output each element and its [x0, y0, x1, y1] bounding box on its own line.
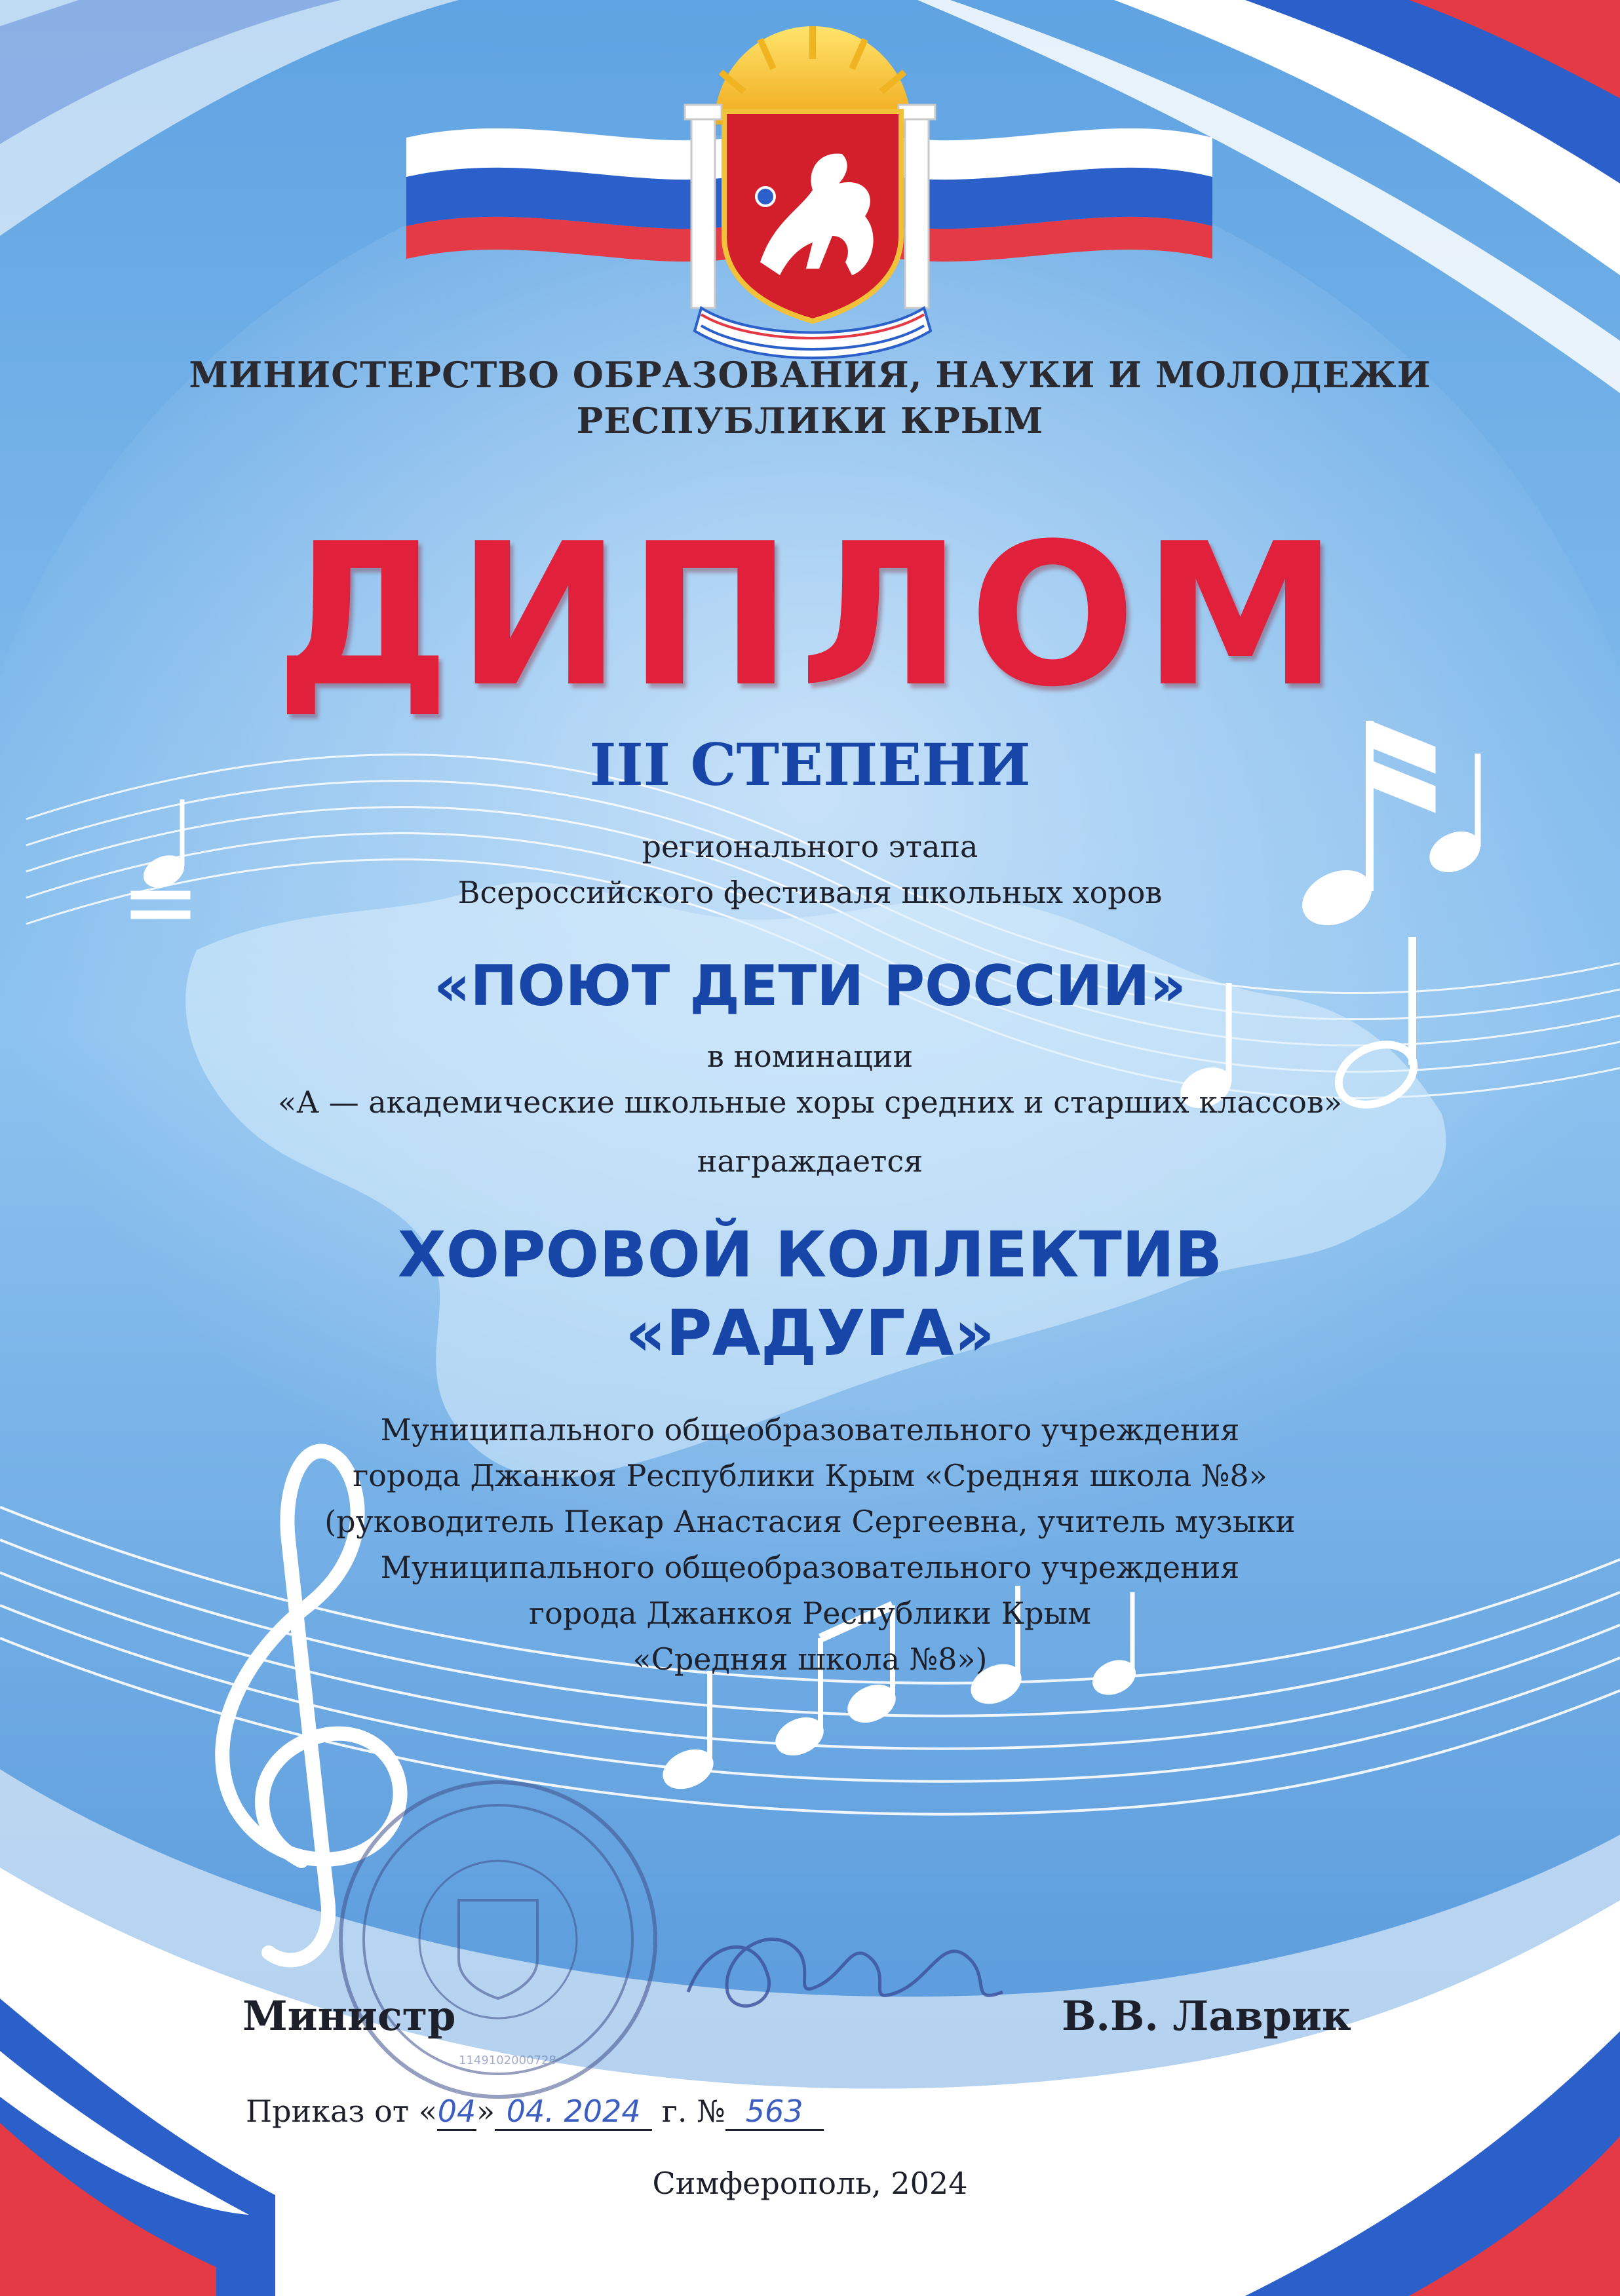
- diploma-degree: III СТЕПЕНИ: [589, 731, 1031, 799]
- winner-line1: ХОРОВОЙ КОЛЛЕКТИВ: [397, 1218, 1223, 1292]
- institution-line: «Средняя школа №8»): [632, 1641, 988, 1677]
- ministry-name-line1: МИНИСТЕРСТВО ОБРАЗОВАНИЯ, НАУКИ И МОЛОДЕЖИ: [189, 354, 1431, 396]
- winner-line2: «РАДУГА»: [625, 1297, 995, 1370]
- order-reference: [246, 2094, 824, 2131]
- order-month-year: 04. 2024: [495, 2094, 652, 2131]
- nomination-line2: «А — академические школьные хоры средних и старших классов»: [277, 1084, 1342, 1120]
- festival-name: «ПОЮТ ДЕТИ РОССИИ»: [434, 953, 1186, 1019]
- institution-line: Муниципального общеобразовательного учреждения: [380, 1412, 1240, 1447]
- signatory-name: В.В. Лаврик: [1062, 1992, 1351, 2040]
- nomination-line1: в номинации: [706, 1039, 914, 1074]
- city-year-footer: Симферополь, 2024: [652, 2166, 968, 2201]
- institution-line: (руководитель Пекар Анастасия Сергеевна, учитель музыки: [324, 1504, 1296, 1539]
- order-mid: »: [476, 2094, 495, 2129]
- signatory-position: Министр: [242, 1992, 456, 2040]
- institution-line: города Джанкоя Республики Крым «Средняя школа №8»: [353, 1458, 1267, 1493]
- svg-text:1149102000728: 1149102000728: [459, 2054, 556, 2067]
- order-number: 563: [725, 2094, 824, 2131]
- awarded-label: награждается: [697, 1143, 923, 1179]
- order-suffix: г. №: [661, 2094, 725, 2129]
- institution-line: Муниципального общеобразовательного учреждения: [380, 1550, 1240, 1585]
- stage-line1: регионального этапа: [642, 829, 978, 864]
- institution-line: города Джанкоя Республики Крым: [529, 1596, 1091, 1631]
- ministry-name-line2: РЕСПУБЛИКИ КРЫМ: [576, 400, 1044, 442]
- order-prefix: Приказ от «: [246, 2094, 438, 2129]
- stage-line2: Всероссийского фестиваля школьных хоров: [457, 875, 1163, 910]
- order-day: 04: [437, 2094, 476, 2131]
- diploma-title: ДИПЛОМ: [275, 501, 1345, 730]
